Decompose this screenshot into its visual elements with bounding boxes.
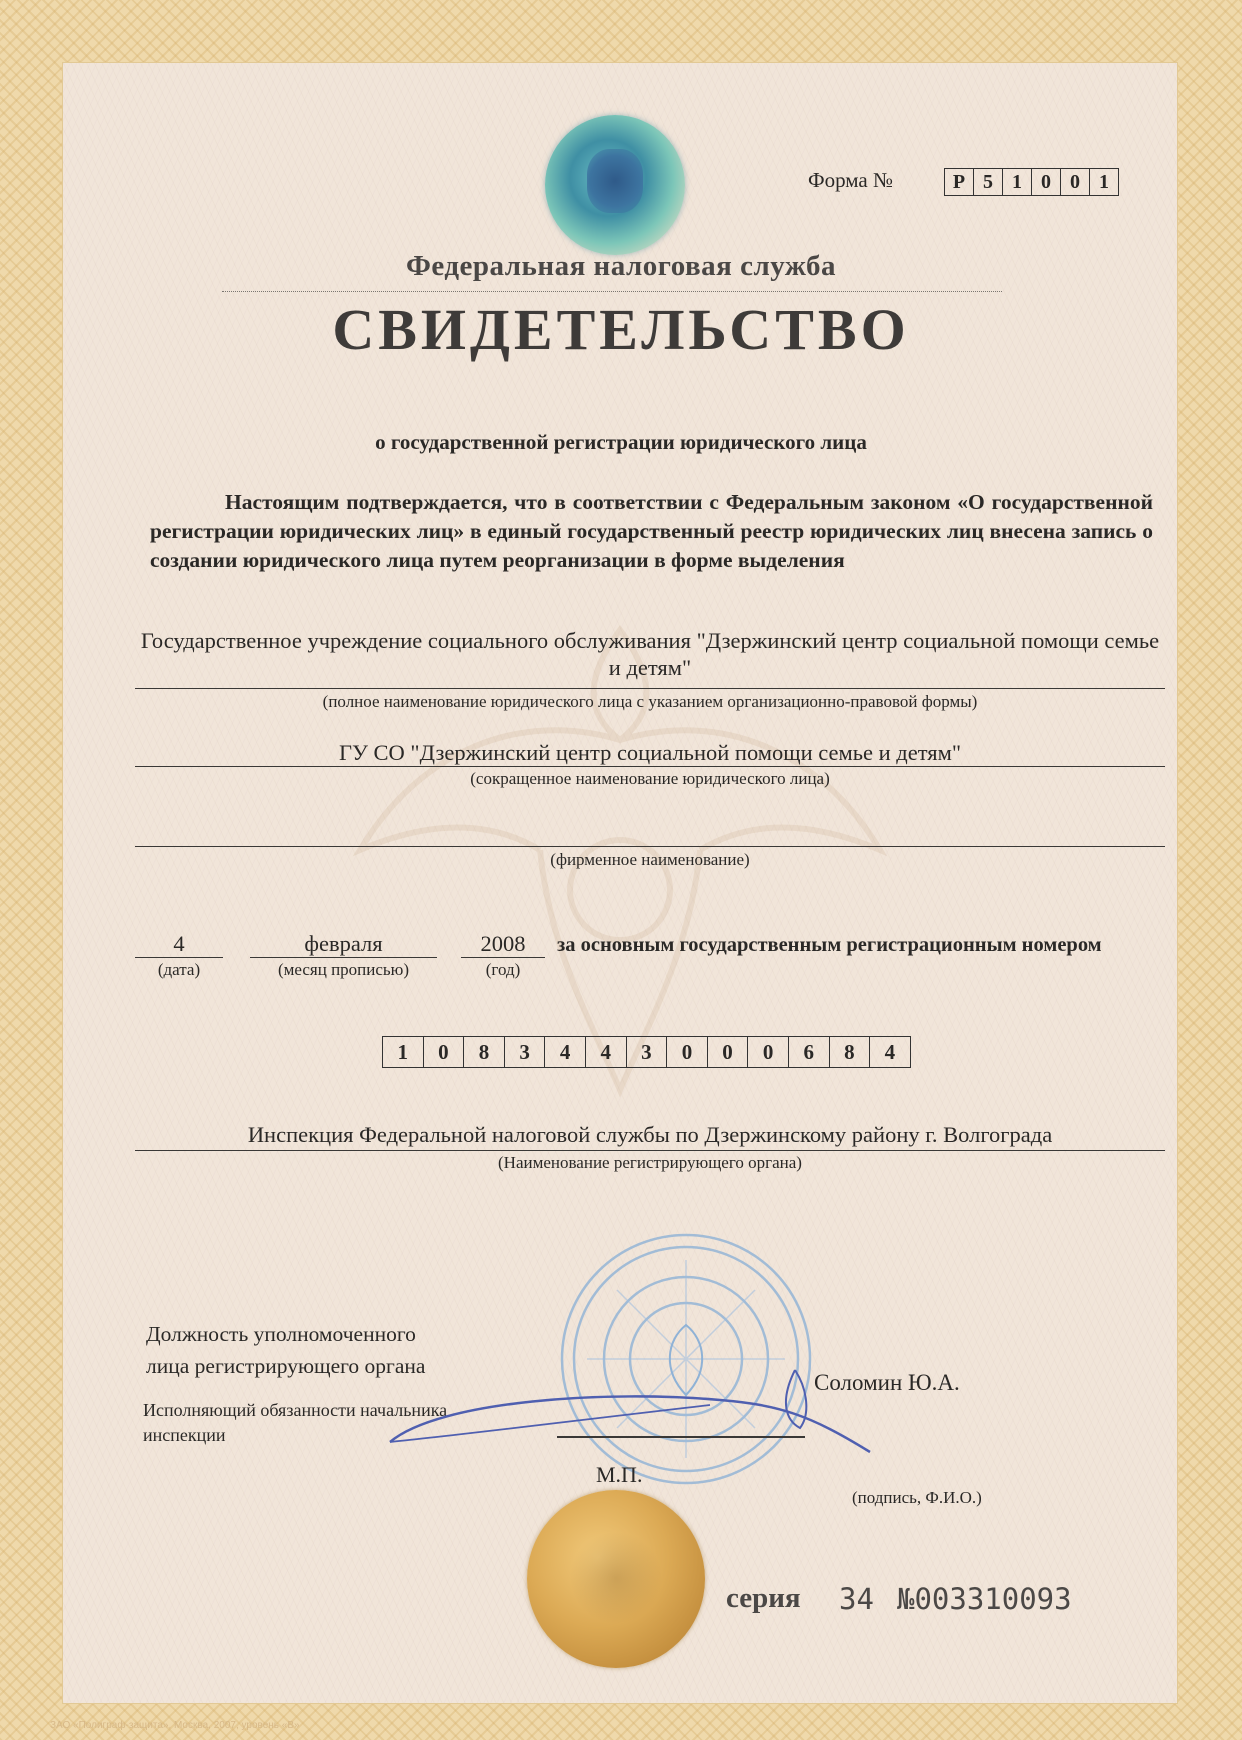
day-caption: (дата) bbox=[157, 960, 201, 979]
printer-note: ЗАО «Полиграф-защита», Москва, 2007, уровень «В» bbox=[50, 1720, 300, 1731]
short-name-underline bbox=[135, 766, 1165, 767]
ogrn-digit: 4 bbox=[586, 1037, 627, 1067]
ogrn-digit: 1 bbox=[383, 1037, 424, 1067]
form-code-digit: 0 bbox=[1032, 169, 1061, 195]
acting-position-line: Исполняющий обязанности начальника bbox=[143, 1400, 448, 1420]
year-caption: (год) bbox=[485, 960, 521, 979]
day-underline bbox=[135, 957, 223, 958]
form-code bbox=[944, 168, 1119, 196]
service-name: Федеральная налоговая служба bbox=[405, 250, 837, 282]
hologram-emblem bbox=[545, 115, 685, 255]
ogrn-digit: 8 bbox=[464, 1037, 505, 1067]
handwritten-signature bbox=[380, 1360, 880, 1460]
ogrn-digit: 8 bbox=[830, 1037, 871, 1067]
form-code-digit: 0 bbox=[1061, 169, 1090, 195]
form-code-digit: 5 bbox=[974, 169, 1003, 195]
ogrn-digit: 3 bbox=[627, 1037, 668, 1067]
series-number: 34 bbox=[839, 1582, 874, 1616]
full-name-caption: (полное наименование юридического лица с указанием организационно-правовой формы) bbox=[322, 692, 978, 711]
month-caption: (месяц прописью) bbox=[277, 960, 410, 979]
form-label: Форма № bbox=[808, 168, 894, 192]
ogrn-digit: 4 bbox=[545, 1037, 586, 1067]
month-underline bbox=[250, 957, 437, 958]
year-underline bbox=[461, 957, 545, 958]
signatory-position-line: Должность уполномоченного bbox=[146, 1322, 416, 1346]
entity-short-name: ГУ СО "Дзержинский центр социальной помощи семье и детям" bbox=[338, 740, 962, 765]
signature-line bbox=[557, 1436, 805, 1438]
ogrn-digit: 4 bbox=[884, 1040, 896, 1064]
full-name-underline bbox=[135, 688, 1165, 689]
signatory-position-line: лица регистрирующего органа bbox=[146, 1354, 426, 1378]
authority-caption: (Наименование регистрирующего органа) bbox=[498, 1153, 802, 1172]
acting-position-line: инспекции bbox=[143, 1425, 226, 1445]
ogrn-digit: 0 bbox=[748, 1037, 789, 1067]
entity-full-name: Государственное учреждение социального обслуживания "Дзержинский центр социальной помощи семье и детям" bbox=[140, 628, 1160, 680]
signature-caption: (подпись, Ф.И.О.) bbox=[852, 1488, 982, 1507]
registration-number-text: за основным государственным регистрационным номером bbox=[557, 934, 1102, 956]
form-code-digit: 1 bbox=[1099, 171, 1109, 193]
series-label: серия bbox=[726, 1582, 801, 1614]
registration-year: 2008 bbox=[480, 931, 526, 956]
gold-seal bbox=[527, 1490, 705, 1668]
intro-paragraph: Настоящим подтверждается, что в соответствии с Федеральным законом «О государственной регистрации юридических лиц» в единый государственный реестр юридических лиц внесена запись о создании юридического лица путем реорганизации в форме выделения bbox=[150, 490, 1153, 572]
ogrn-digit: 0 bbox=[708, 1037, 749, 1067]
authority-underline bbox=[135, 1150, 1165, 1151]
ogrn-digit: 6 bbox=[789, 1037, 830, 1067]
ogrn-digit: 0 bbox=[667, 1037, 708, 1067]
serial-number: №003310093 bbox=[897, 1582, 1072, 1616]
form-code-digit: 1 bbox=[1003, 169, 1032, 195]
ogrn-number bbox=[382, 1036, 911, 1068]
form-code-digit: Р bbox=[945, 169, 974, 195]
brand-name-caption: (фирменное наименование) bbox=[550, 850, 750, 869]
short-name-caption: (сокращенное наименование юридического лица) bbox=[470, 769, 830, 788]
signer-name: Соломин Ю.А. bbox=[814, 1370, 960, 1395]
registering-authority: Инспекция Федеральной налоговой службы по Дзержинскому району г. Волгограда bbox=[247, 1122, 1053, 1147]
service-underline bbox=[222, 291, 1002, 292]
ogrn-digit: 0 bbox=[424, 1037, 465, 1067]
registration-month: февраля bbox=[304, 931, 383, 956]
ogrn-digit: 3 bbox=[505, 1037, 546, 1067]
stamp-place-label: М.П. bbox=[596, 1462, 643, 1487]
document-title: СВИДЕТЕЛЬСТВО bbox=[332, 297, 910, 362]
brand-name-underline bbox=[135, 846, 1165, 847]
document-subtitle: о государственной регистрации юридического лица bbox=[375, 430, 867, 454]
registration-day: 4 bbox=[173, 931, 185, 956]
